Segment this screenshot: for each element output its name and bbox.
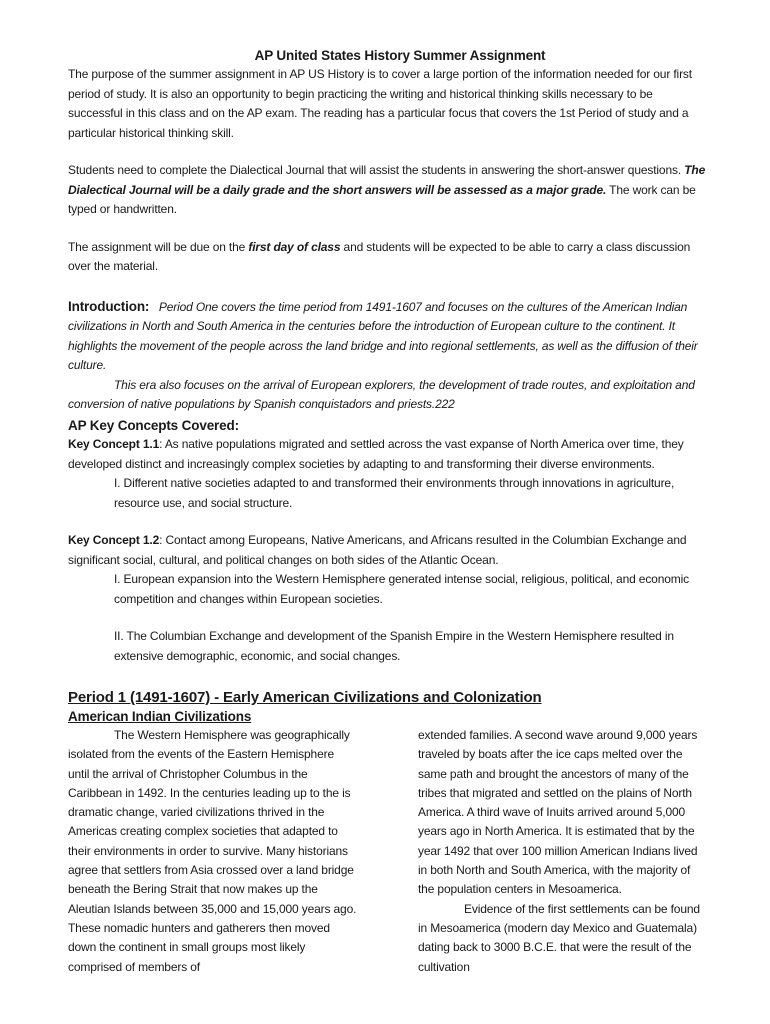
key-concept-1-2-point-i: I. European expansion into the Western Hemisphere generated intense social, religious, political, and economic competition and changes within European societies. (114, 572, 689, 606)
key-concepts-heading: AP Key Concepts Covered: (68, 417, 239, 433)
key-concept-1-2-label: Key Concept 1.2 (68, 533, 160, 547)
introduction-paragraph (68, 297, 708, 376)
right-column (418, 726, 708, 977)
key-concept-1-2 (68, 531, 708, 570)
right-column-text: extended families. A second wave around 9,000 years traveled by boats after the ice caps melted over the same path and brought the ancestors of many of the tribes that migrated and settled on the plains of North America. A third wave of Inuits arrived around 5,000 years ago in North America. It is estimated that by the year 1492 that over 100 million American Indians lived in both North and South America, with the majority of the population centers in Mesoamerica. (418, 728, 698, 897)
due-emphasis: first day of class (248, 239, 341, 254)
journal-paragraph (68, 161, 708, 220)
purpose-paragraph: The purpose of the summer assignment in AP US History is to cover a large portion of the information needed for our first period of study. It is also an opportunity to begin practicing the writing and historical thinking skills necessary to be successful in this class and on the AP exam. The reading has a particular focus that covers the 1st Period of study and a particular historical thinking skill. (68, 67, 692, 140)
right-column-text-2: Evidence of the first settlements can be found in Mesoamerica (modern day Mexico and Guatemala) dating back to 3000 B.C.E. that were the result of the cultivation (418, 901, 700, 974)
key-concept-1-2-point-ii: II. The Columbian Exchange and development of the Spanish Empire in the Western Hemisphere resulted in extensive demographic, economic, and social changes. (114, 629, 674, 663)
journal-emphasis: The Dialectical Journal will be a daily grade and the short answers will be assessed as a major grade. (68, 163, 706, 197)
period-heading: Period 1 (1491-1607) - Early American Civilizations and Colonization (68, 689, 542, 706)
due-text-c: and students will be expected to be able to carry a class discussion over the material. (68, 239, 691, 273)
due-text-a: The assignment will be due on the (68, 239, 249, 254)
document-body (68, 46, 708, 977)
document-title: AP United States History Summer Assignment (254, 48, 546, 63)
key-concept-1-1-text: : As native populations migrated and settled across the vast expanse of North America over time, they developed distinct and increasingly complex societies by adapting to and transforming their diverse environments. (68, 437, 684, 471)
key-concept-1-1 (68, 435, 708, 474)
left-column-text: The Western Hemisphere was geographically isolated from the events of the Eastern Hemisphere until the arrival of Christopher Columbus in the Caribbean in 1492. In the centuries leading up to the is dramatic change, varied civilizations thrived in the Americas creating complex societies that adapted to their environments in order to survive. Many historians agree that settlers from Asia crossed over a land bridge beneath the Bering Strait that now makes up the Aleutian Islands between 35,000 and 15,000 years ago. These nomadic hunters and gatherers then moved down the continent in small groups most likely comprised of members of (68, 728, 357, 974)
key-concept-1-1-label: Key Concept 1.1 (68, 437, 160, 451)
key-concept-1-2-text: : Contact among Europeans, Native Americans, and Africans resulted in the Columbian Exchange and significant social, cultural, and political changes on both sides of the Atlantic Ocean. (68, 533, 687, 567)
journal-text-c: The work can be typed or handwritten. (68, 182, 696, 216)
left-column (68, 726, 358, 977)
introduction-text: Period One covers the time period from 1491-1607 and focuses on the cultures of the American Indian civilizations in North and South America in the centuries before the introduction of European culture to the continent. It highlights the movement of the people across the land bridge and into regional settlements, as well as the diffusion of their culture. (68, 299, 698, 372)
section-heading: American Indian Civilizations (68, 709, 252, 724)
introduction-label: Introduction: (68, 298, 150, 314)
key-concept-1-1-point-i: I. Different native societies adapted to and transformed their environments through innovations in agriculture, resource use, and social structure. (114, 476, 675, 510)
journal-text-a: Students need to complete the Dialectical Journal that will assist the students in answering the short-answer questions. (68, 163, 685, 177)
introduction-paragraph-2: This era also focuses on the arrival of European explorers, the development of trade routes, and exploitation and conversion of native populations by Spanish conquistadors and priests.222 (68, 377, 695, 411)
two-column-text (68, 726, 708, 977)
due-date-paragraph (68, 238, 708, 277)
